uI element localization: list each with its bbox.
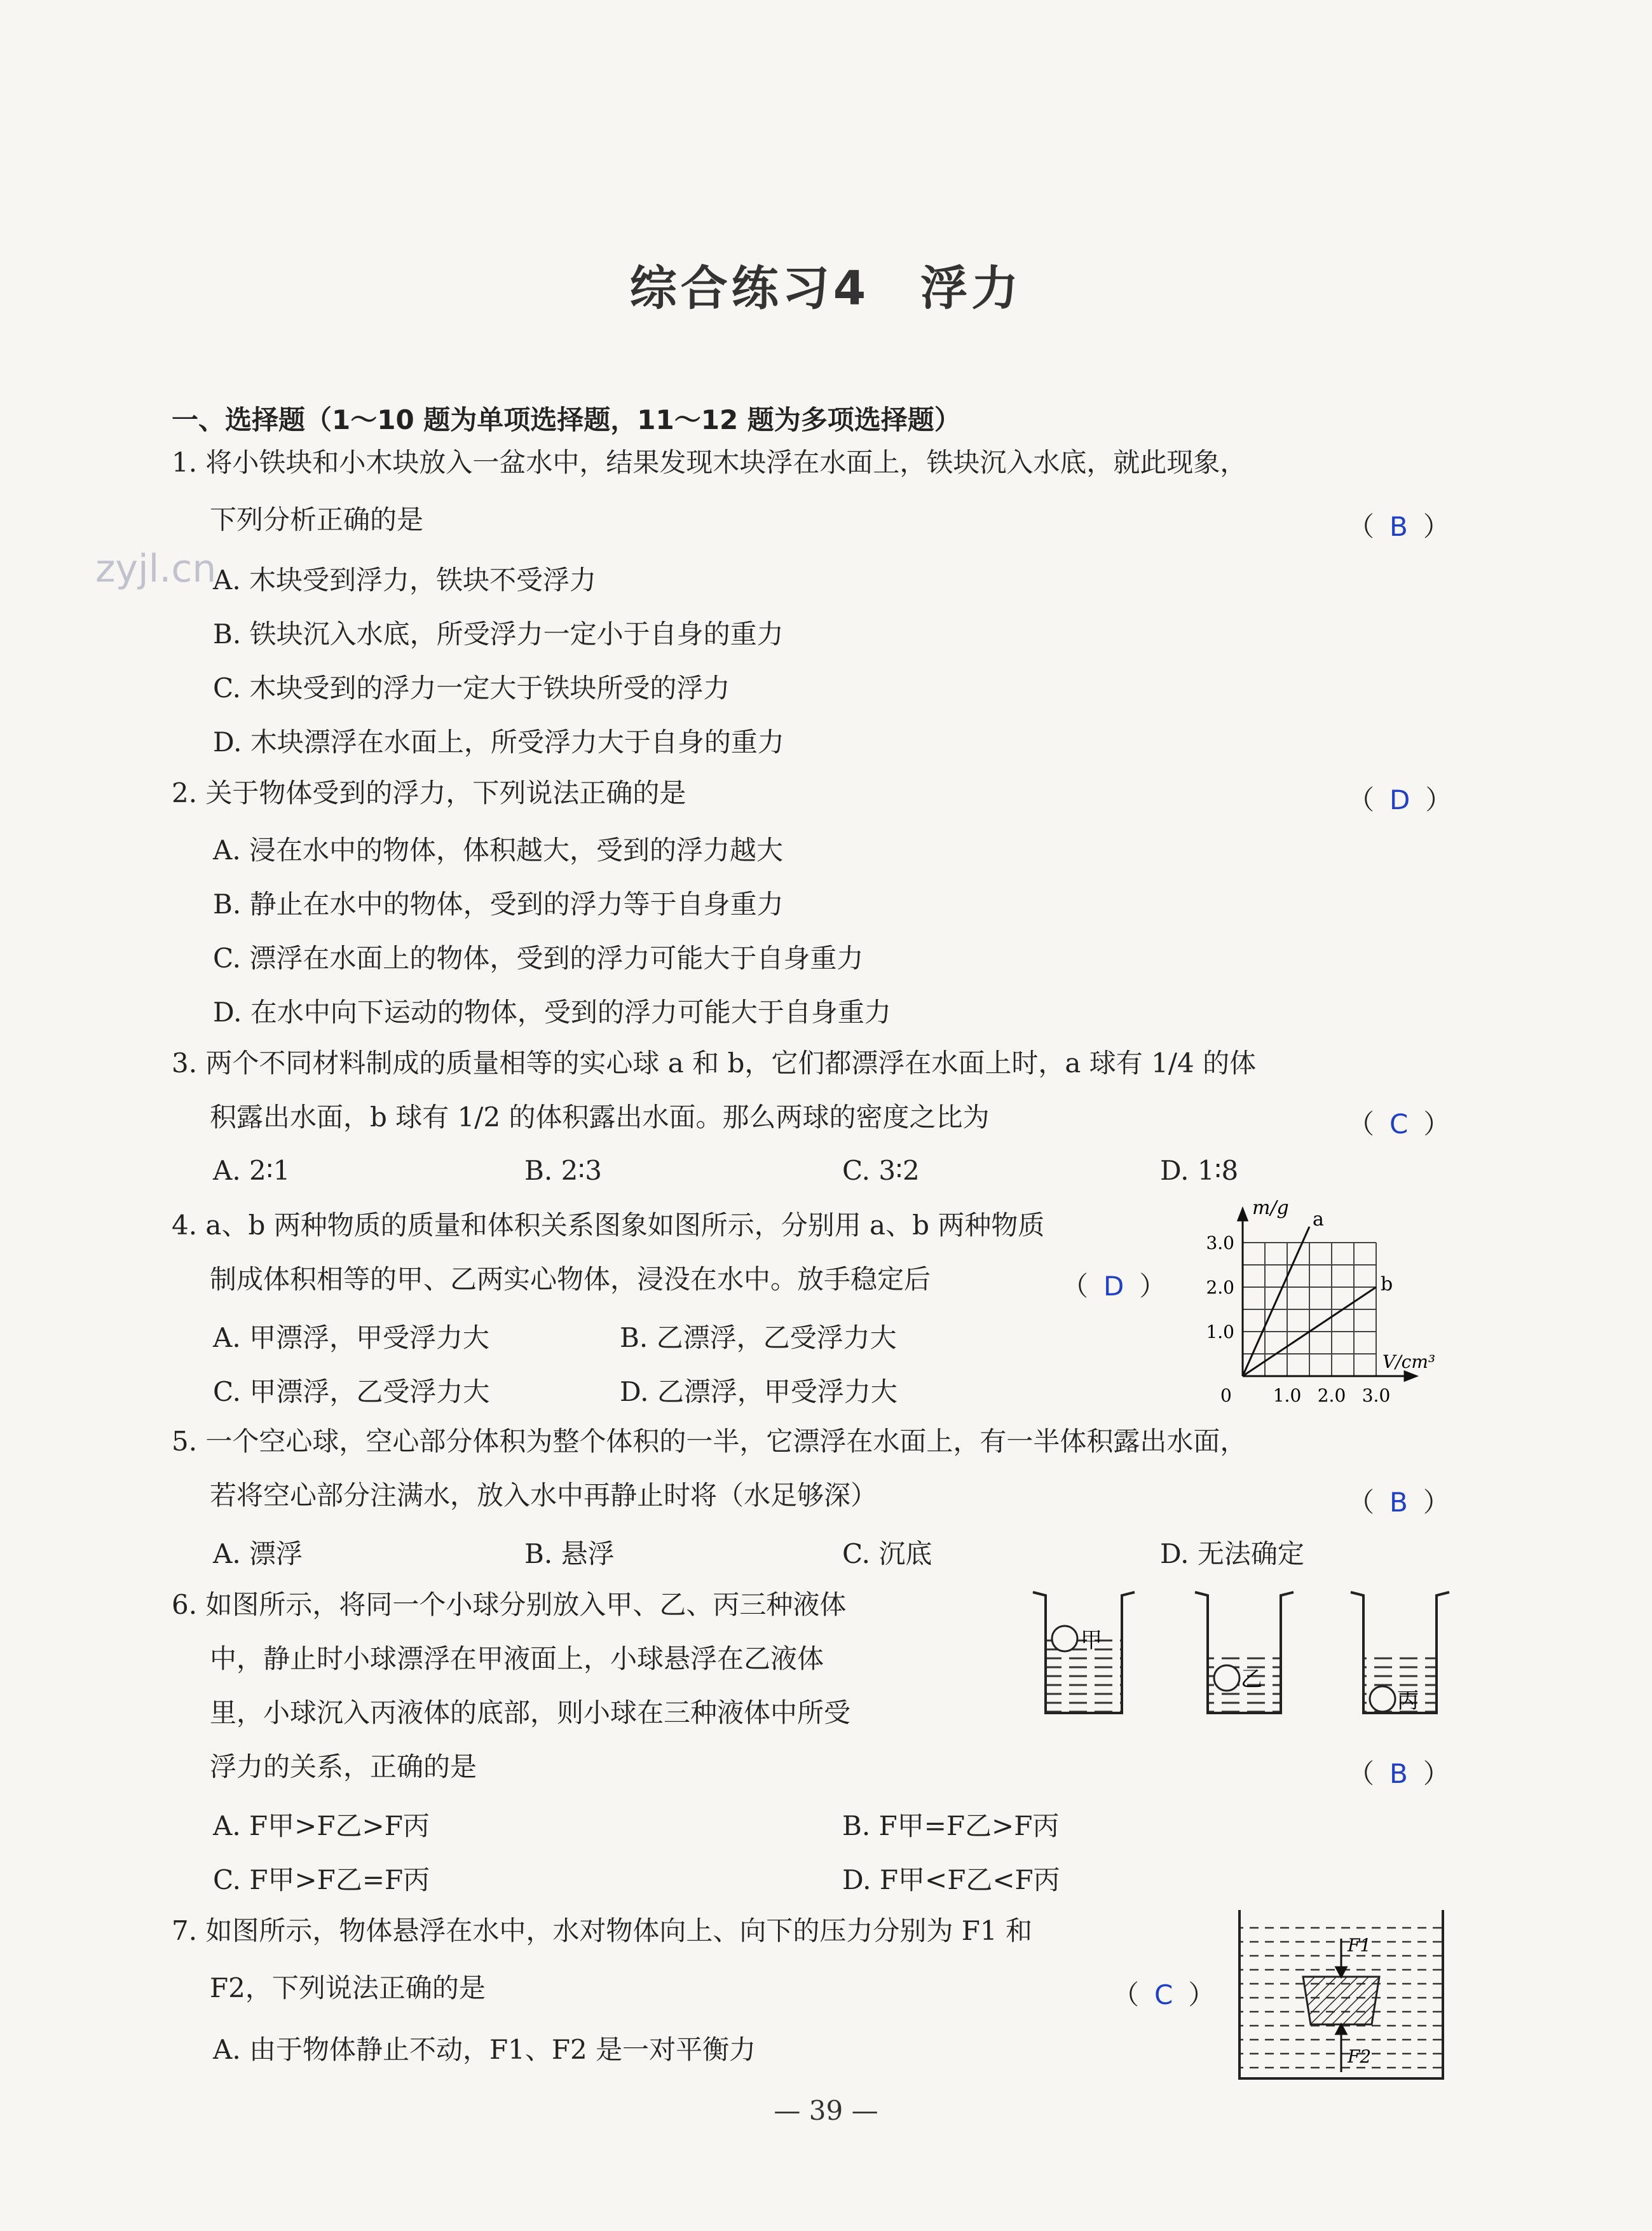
q6-stem-line4: 浮力的关系，正确的是: [210, 1751, 477, 1782]
q6-stem-line1: 6. 如图所示，将同一个小球分别放入甲、乙、丙三种液体: [172, 1589, 847, 1620]
label-f2: F2: [1348, 2046, 1372, 2067]
q5-option-d: D. 无法确定: [1160, 1538, 1304, 1569]
q6-option-b: B. F甲=F乙>F丙: [842, 1810, 1060, 1841]
q5-option-b: B. 悬浮: [524, 1538, 615, 1569]
q4-option-c: C. 甲漂浮，乙受浮力大: [213, 1376, 490, 1407]
beaker-bing: [1351, 1592, 1449, 1714]
q4-answer: （ D ）: [1062, 1271, 1166, 1302]
graph-label-b: b: [1381, 1273, 1393, 1295]
q2-stem-line1: 2. 关于物体受到的浮力，下列说法正确的是: [172, 777, 686, 808]
q4-stem-line1: 4. a、b 两种物质的质量和体积关系图象如图所示，分别用 a、b 两种物质: [172, 1210, 1045, 1241]
q7-stem-line1: 7. 如图所示，物体悬浮在水中，水对物体向上、向下的压力分别为 F1 和: [172, 1915, 1032, 1946]
graph-origin: 0: [1220, 1385, 1232, 1406]
q2-answer-letter: D: [1389, 784, 1410, 815]
q1-option-a: A. 木块受到浮力，铁块不受浮力: [213, 564, 597, 596]
q3-answer-letter: C: [1389, 1109, 1409, 1140]
graph-xtick-3: 3.0: [1362, 1385, 1391, 1406]
q1-option-d: D. 木块漂浮在水面上，所受浮力大于自身的重力: [213, 727, 784, 758]
graph-ylabel: m/g: [1252, 1197, 1289, 1219]
q4-option-a: A. 甲漂浮，甲受浮力大: [213, 1322, 490, 1353]
section-heading: 一、选择题（1～10 题为单项选择题，11～12 题为多项选择题）: [172, 404, 961, 435]
ball-floating: [1052, 1626, 1077, 1651]
q5-answer: （ B ）: [1348, 1487, 1450, 1518]
q5-option-a: A. 漂浮: [213, 1538, 303, 1569]
q7-suspended-object-figure: [1233, 1907, 1449, 2091]
q1-answer-letter: B: [1389, 511, 1408, 542]
q6-beakers-figure: [1017, 1583, 1462, 1729]
q5-answer-letter: B: [1389, 1487, 1408, 1518]
q6-answer-letter: B: [1389, 1758, 1408, 1789]
q3-option-d: D. 1∶8: [1160, 1155, 1239, 1186]
q7-answer: （ C ）: [1112, 1979, 1215, 2010]
page-number: — 39 —: [774, 2095, 878, 2126]
graph-xtick-2: 2.0: [1317, 1385, 1346, 1406]
beaker-label-bing: 丙: [1397, 1688, 1419, 1714]
q1-stem-line2: 下列分析正确的是: [210, 504, 424, 535]
q7-answer-letter: C: [1154, 1979, 1173, 2010]
q2-option-d: D. 在水中向下运动的物体，受到的浮力可能大于自身重力: [213, 997, 891, 1028]
q4-option-d: D. 乙漂浮，甲受浮力大: [620, 1376, 898, 1407]
graph-label-a: a: [1313, 1208, 1324, 1231]
suspended-block: [1303, 1977, 1379, 2024]
q4-stem-line2: 制成体积相等的甲、乙两实心物体，浸没在水中。放手稳定后: [210, 1264, 931, 1295]
graph-ytick-3: 3.0: [1206, 1232, 1234, 1253]
graph-xlabel: V/cm³: [1382, 1351, 1436, 1372]
q1-stem-line1: 1. 将小铁块和小木块放入一盆水中，结果发现木块浮在水面上，铁块沉入水底，就此现象，: [172, 447, 1247, 478]
q5-option-c: C. 沉底: [842, 1538, 932, 1569]
ball-sunk: [1370, 1686, 1395, 1712]
q6-answer: （ B ）: [1348, 1758, 1450, 1789]
q2-answer: （ D ）: [1348, 784, 1452, 815]
q3-option-a: A. 2∶1: [213, 1155, 290, 1186]
q7-stem-line2: F2，下列说法正确的是: [210, 1972, 486, 2003]
ball-suspended: [1214, 1665, 1239, 1691]
q6-stem-line3: 里，小球沉入丙液体的底部，则小球在三种液体中所受: [210, 1697, 851, 1728]
beaker-jia: [1033, 1592, 1135, 1713]
q3-answer: （ C ）: [1348, 1109, 1451, 1140]
q6-stem-line2: 中，静止时小球漂浮在甲液面上，小球悬浮在乙液体: [210, 1643, 824, 1674]
q1-option-b: B. 铁块沉入水底，所受浮力一定小于自身的重力: [213, 618, 784, 650]
graph-xtick-1: 1.0: [1273, 1385, 1302, 1406]
beaker-label-jia: 甲: [1081, 1628, 1102, 1653]
page-title: 综合练习4 浮力: [629, 261, 1023, 316]
q2-option-c: C. 漂浮在水面上的物体，受到的浮力可能大于自身重力: [213, 943, 864, 974]
q2-option-b: B. 静止在水中的物体，受到的浮力等于自身重力: [213, 889, 784, 920]
q2-option-a: A. 浸在水中的物体，体积越大，受到的浮力越大: [213, 835, 784, 866]
graph-ytick-1: 1.0: [1206, 1321, 1234, 1342]
q1-answer: （ B ）: [1348, 511, 1450, 542]
q3-stem-line1: 3. 两个不同材料制成的质量相等的实心球 a 和 b，它们都漂浮在水面上时，a 球有 1/4 的体: [172, 1047, 1257, 1079]
watermark: zyjl.cn: [95, 547, 217, 591]
q6-option-c: C. F甲>F乙=F丙: [213, 1864, 430, 1895]
q5-stem-line1: 5. 一个空心球，空心部分体积为整个体积的一半，它漂浮在水面上，有一半体积露出水面，: [172, 1426, 1247, 1457]
q3-option-c: C. 3∶2: [842, 1155, 920, 1186]
q5-stem-line2: 若将空心部分注满水，放入水中再静止时将（水足够深）: [210, 1480, 878, 1511]
q4-option-b: B. 乙漂浮，乙受浮力大: [620, 1322, 897, 1353]
q4-mass-volume-graph: [1182, 1195, 1468, 1411]
graph-ytick-2: 2.0: [1206, 1277, 1234, 1298]
q6-option-a: A. F甲>F乙>F丙: [213, 1810, 430, 1841]
q3-stem-line2: 积露出水面，b 球有 1/2 的体积露出水面。那么两球的密度之比为: [210, 1102, 990, 1133]
label-f1: F1: [1348, 1935, 1372, 1956]
q4-answer-letter: D: [1103, 1271, 1124, 1302]
q7-option-a: A. 由于物体静止不动，F1、F2 是一对平衡力: [213, 2034, 756, 2065]
beaker-label-yi: 乙: [1241, 1667, 1262, 1692]
q6-option-d: D. F甲<F乙<F丙: [842, 1864, 1060, 1895]
q1-option-c: C. 木块受到的浮力一定大于铁块所受的浮力: [213, 672, 730, 704]
q3-option-b: B. 2∶3: [524, 1155, 602, 1186]
beaker-yi: [1195, 1592, 1294, 1713]
graph-grid: [1243, 1243, 1376, 1376]
